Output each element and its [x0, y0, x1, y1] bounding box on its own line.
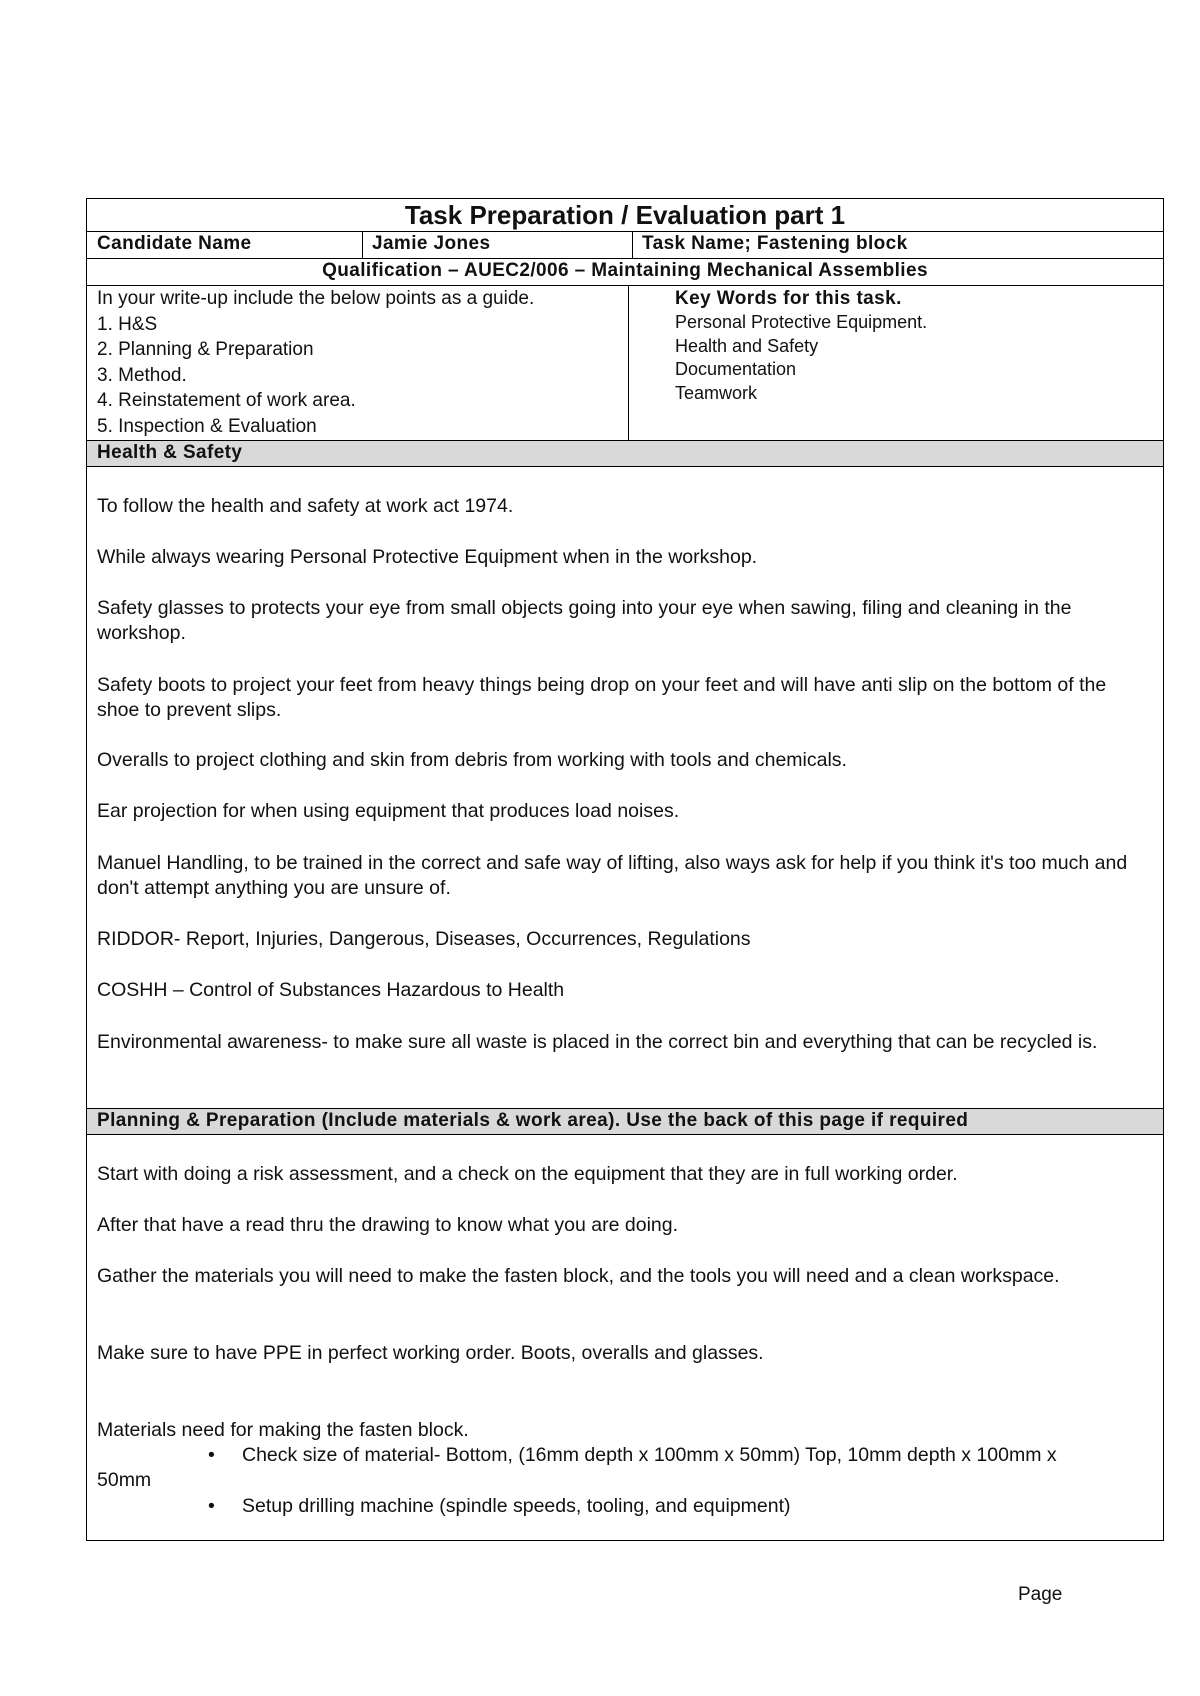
health-safety-heading: Health & Safety [97, 442, 243, 463]
hs-paragraph: While always wearing Personal Protective Equipment when in the workshop. [97, 546, 758, 568]
section-shading [87, 441, 1163, 466]
divider [87, 466, 1163, 467]
form-title: Task Preparation / Evaluation part 1 [404, 200, 846, 230]
qualification: Qualification – AUEC2/006 – Maintaining Mechanical Assemblies [322, 260, 928, 281]
planning-paragraph: After that have a read thru the drawing to know what you are doing. [97, 1214, 679, 1236]
divider [87, 1134, 1163, 1135]
bullet-icon: • [208, 1444, 215, 1466]
candidate-name-value: Jamie Jones [372, 233, 491, 254]
page-footer: Page [1018, 1584, 1063, 1605]
guide-point: 1. H&S [97, 313, 158, 335]
guide-point: 4. Reinstatement of work area. [97, 390, 356, 411]
hs-paragraph: Overalls to project clothing and skin from debris from working with tools and chemicals. [97, 749, 847, 771]
guide-point: 3. Method. [97, 364, 187, 386]
keyword-item: Documentation [675, 359, 797, 379]
keywords-title: Key Words for this task. [675, 288, 902, 309]
keyword-item: Health and Safety [675, 335, 819, 356]
evaluation-form [86, 198, 1164, 1541]
hs-paragraph: Safety glasses to protects your eye from small objects going into your eye when sawing, filing and cleaning in the workshop. [97, 597, 1072, 644]
hs-paragraph: Ear projection for when using equipment that produces load noises. [97, 800, 680, 822]
planning-bullet: Check size of material- Bottom, (16mm depth x 100mm x 50mm) Top, 10mm depth x 100mm x 50mm [97, 1444, 1057, 1491]
planning-heading: Planning & Preparation (Include materials & work area). Use the back of this page if required [97, 1110, 969, 1131]
task-name: Task Name; Fastening block [642, 233, 908, 254]
guide-block [87, 286, 627, 439]
planning-paragraph: Gather the materials you will need to make the fasten block, and the tools you will need and a clean workspace. [97, 1265, 1060, 1287]
keyword-item: Teamwork [675, 382, 758, 403]
planning-bullet: Setup drilling machine (spindle speeds, tooling, and equipment) [242, 1495, 791, 1517]
bullet-icon: • [208, 1495, 215, 1517]
keyword-item: Personal Protective Equipment. [675, 312, 928, 332]
planning-paragraph: Make sure to have PPE in perfect working order. Boots, overalls and glasses. [97, 1342, 764, 1364]
hs-paragraph: Manuel Handling, to be trained in the correct and safe way of lifting, also ways ask for help if you think it's too much and don't attempt anything you are unsure of. [97, 852, 1128, 899]
candidate-name-label: Candidate Name [97, 233, 252, 254]
hs-paragraph: Safety boots to project your feet from heavy things being drop on your feet and will have anti slip on the bottom of the shoe to prevent slips. [97, 674, 1107, 721]
hs-paragraph: COSHH – Control of Substances Hazardous to Health [97, 979, 565, 1001]
keywords-block [628, 286, 1162, 405]
guide-point: 5. Inspection & Evaluation [97, 415, 317, 437]
hs-paragraph: Environmental awareness- to make sure all waste is placed in the correct bin and everything that can be recycled is. [97, 1031, 1098, 1053]
hs-paragraph: To follow the health and safety at work act 1974. [97, 495, 514, 517]
hs-paragraph: RIDDOR- Report, Injuries, Dangerous, Diseases, Occurrences, Regulations [97, 928, 751, 950]
planning-paragraph: Start with doing a risk assessment, and a check on the equipment that they are in full working order. [97, 1163, 958, 1185]
guide-intro: In your write-up include the below points as a guide. [97, 288, 535, 309]
guide-point: 2. Planning & Preparation [97, 339, 314, 360]
planning-paragraph: Materials need for making the fasten block. [97, 1419, 469, 1441]
